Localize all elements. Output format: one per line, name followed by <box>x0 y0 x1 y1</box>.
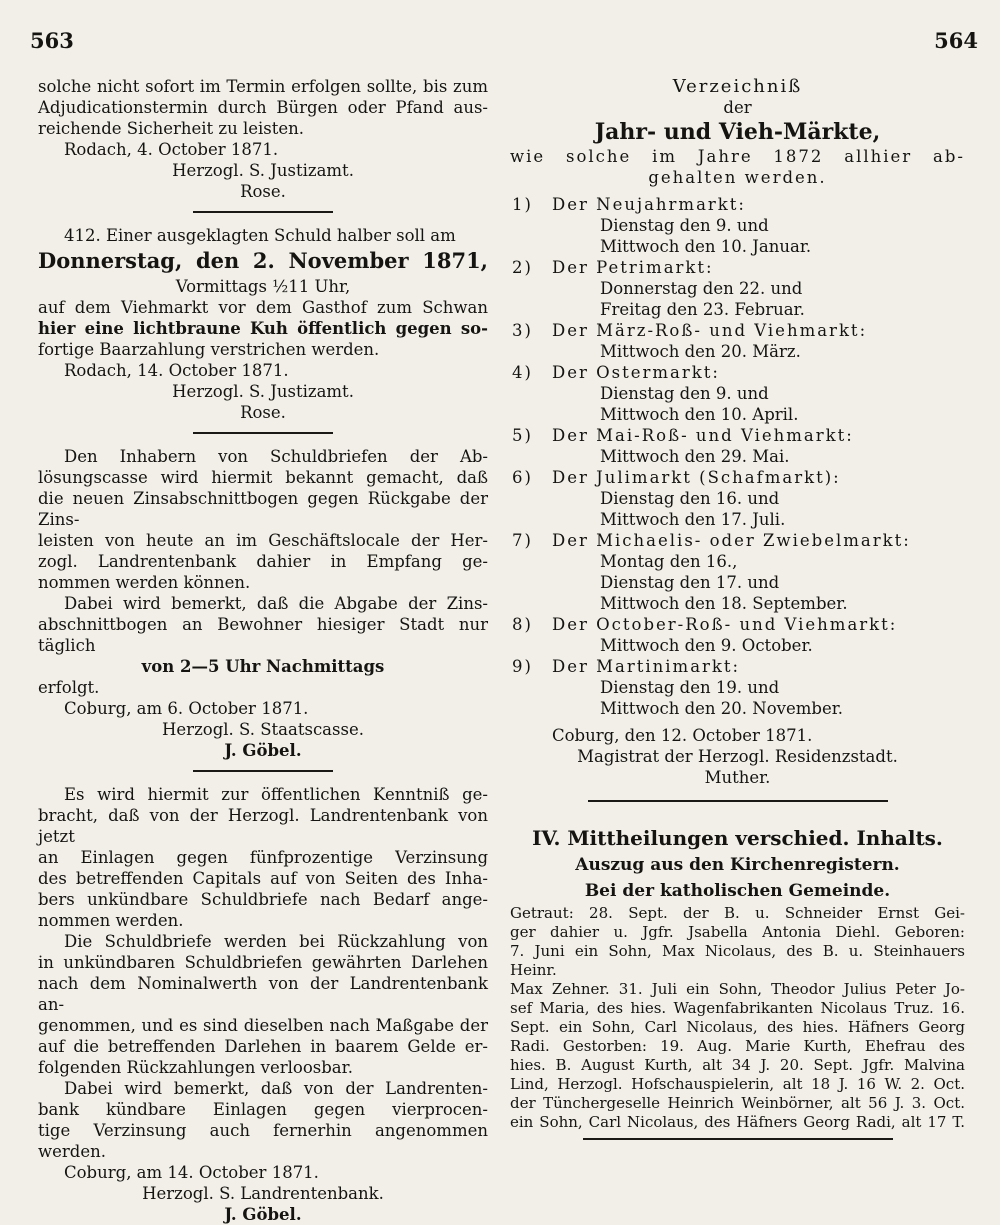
register-line: 7. Juni ein Sohn, Max Nicolaus, des B. u. Steinhauers Heinr. <box>510 942 965 979</box>
heading-line: wie solche im Jahre 1872 allhier ab- <box>510 147 965 166</box>
signature: J. Göbel. <box>224 1205 302 1224</box>
register-line: ger dahier u. Jgfr. Jsabella Antonia Diehl. Geboren: <box>510 923 965 941</box>
office-name: Herzogl. S. Justizamt. <box>172 382 354 401</box>
text-line: Dabei wird bemerkt, daß von der Landrenten- <box>64 1079 488 1098</box>
place-date: Rodach, 14. October 1871. <box>64 361 289 380</box>
office-name: Herzogl. S. Justizamt. <box>172 161 354 180</box>
left-column <box>38 76 488 1225</box>
text-line: Adjudicationstermin durch Bürgen oder Pfand aus- <box>38 98 488 117</box>
market-date: Mittwoch den 20. März. <box>600 342 801 361</box>
market-number: 3) <box>512 321 533 340</box>
notice-intro: 412. Einer ausgeklagten Schuld halber soll am <box>64 226 456 245</box>
market-date: Dienstag den 19. und <box>600 678 780 697</box>
text-line: des betreffenden Capitals auf von Seiten des Inha- <box>38 869 488 888</box>
text-line: Es wird hiermit zur öffentlichen Kenntniß ge- <box>64 785 488 804</box>
auction-date-heading: Donnerstag, den 2. November 1871, <box>38 248 488 273</box>
place-date: Coburg, am 6. October 1871. <box>64 699 309 718</box>
text-line: bank kündbare Einlagen gegen vierprocen- <box>38 1100 488 1119</box>
page-number-right: 564 <box>934 28 978 53</box>
market-date: Mittwoch den 10. Januar. <box>600 237 812 256</box>
page-number-left: 563 <box>30 28 74 53</box>
market-entry-title <box>510 425 965 446</box>
register-line: Radi. Gestorben: 19. Aug. Marie Kurth, Ehefrau des <box>510 1037 965 1055</box>
divider <box>193 770 333 772</box>
market-number: 6) <box>512 468 533 487</box>
divider <box>193 211 333 213</box>
text-line: folgenden Rückzahlungen verloosbar. <box>38 1058 353 1077</box>
text-line: zogl. Landrentenbank dahier in Empfang ge- <box>38 552 488 571</box>
market-date: Donnerstag den 22. und <box>600 279 803 298</box>
signature: Rose. <box>240 182 286 201</box>
market-number: 2) <box>512 258 533 277</box>
text-line: auf dem Viehmarkt vor dem Gasthof zum Schwan <box>38 298 488 317</box>
market-date: Mittwoch den 20. November. <box>600 699 844 718</box>
office-name: Magistrat der Herzogl. Residenzstadt. <box>577 747 898 766</box>
market-entry-title <box>510 614 965 635</box>
text-line: abschnittbogen an Bewohner hiesiger Stadt nur täglich <box>38 615 488 655</box>
text-line: werden. <box>38 1142 106 1161</box>
market-date: Mittwoch den 10. April. <box>600 405 799 424</box>
divider <box>583 1138 893 1140</box>
register-line: Sept. ein Sohn, Carl Nicolaus, des hies. Häfners Georg <box>510 1018 965 1036</box>
market-list-heading <box>510 76 965 188</box>
market-list <box>510 194 965 719</box>
market-number: 9) <box>512 657 533 676</box>
heading-main: Jahr- und Vieh-Märkte, <box>594 119 881 145</box>
text-line: bers unkündbare Schuldbriefe nach Bedarf ange- <box>38 890 488 909</box>
market-entry-title <box>510 530 965 551</box>
signature: Muther. <box>704 768 771 787</box>
market-date: Dienstag den 17. und <box>600 573 780 592</box>
text-line: die neuen Zinsabschnittbogen gegen Rückgabe der Zins- <box>38 489 488 529</box>
market-date: Mittwoch den 18. September. <box>600 594 848 613</box>
market-number: 1) <box>512 195 533 214</box>
market-name: Der October-Roß- und Viehmarkt: <box>552 615 898 634</box>
church-register-entries <box>510 904 965 1132</box>
market-date: Dienstag den 16. und <box>600 489 780 508</box>
market-date: Mittwoch den 29. Mai. <box>600 447 790 466</box>
signature: J. Göbel. <box>224 741 302 760</box>
heading-connector: der <box>723 98 752 117</box>
text-line: Den Inhabern von Schuldbriefen der Ab- <box>64 447 488 466</box>
parish-heading: Bei der katholischen Gemeinde. <box>584 881 891 901</box>
signature: Rose. <box>240 403 286 422</box>
market-entry-title <box>510 257 965 278</box>
register-line: Max Zehner. 31. Juli ein Sohn, Theodor Julius Peter Jo- <box>510 980 965 998</box>
market-name: Der Petrimarkt: <box>552 258 714 277</box>
register-line: hies. B. August Kurth, alt 34 J. 20. Sept. Jgfr. Malvina <box>510 1056 965 1074</box>
market-date: Montag den 16., <box>600 552 738 571</box>
market-entry-title <box>510 656 965 677</box>
text-line: leisten von heute an im Geschäftslocale der Her- <box>38 531 488 550</box>
market-number: 4) <box>512 363 533 382</box>
market-number: 8) <box>512 615 533 634</box>
market-date: Freitag den 23. Februar. <box>600 300 805 319</box>
notice-interest-coupons <box>38 446 488 761</box>
divider <box>193 432 333 434</box>
section-subtitle: Auszug aus den Kirchenregistern. <box>575 855 900 875</box>
market-number: 5) <box>512 426 533 445</box>
heading-line: gehalten werden. <box>648 168 827 187</box>
auction-time: Vormittags ½11 Uhr, <box>175 277 351 296</box>
market-name: Der März-Roß- und Viehmarkt: <box>552 321 868 340</box>
heading-title: Verzeichniß <box>672 76 803 97</box>
text-line: nach dem Nominalwerth von der Landrentenbank an- <box>38 974 488 1014</box>
market-name: Der Martinimarkt: <box>552 657 741 676</box>
text-line: solche nicht sofort im Termin erfolgen sollte, bis zum <box>38 77 488 96</box>
notice-auction-continuation <box>38 76 488 202</box>
place-date: Coburg, den 12. October 1871. <box>552 726 813 745</box>
text-line: nommen werden können. <box>38 573 251 592</box>
text-line: an Einlagen gegen fünfprozentige Verzinsung <box>38 848 488 867</box>
market-name: Der Michaelis- oder Zwiebelmarkt: <box>552 531 911 550</box>
divider <box>588 800 888 802</box>
market-name: Der Ostermarkt: <box>552 363 720 382</box>
text-line: Die Schuldbriefe werden bei Rückzahlung von <box>64 932 488 951</box>
place-date: Coburg, am 14. October 1871. <box>64 1163 319 1182</box>
market-entry-title <box>510 467 965 488</box>
text-line: Dabei wird bemerkt, daß die Abgabe der Zins- <box>64 594 488 613</box>
text-line: genommen, und es sind dieselben nach Maßgabe der <box>38 1016 488 1035</box>
market-date: Mittwoch den 9. October. <box>600 636 813 655</box>
text-line: hier eine lichtbraune Kuh öffentlich gegen so- <box>38 319 488 338</box>
market-date: Mittwoch den 17. Juli. <box>600 510 786 529</box>
register-line: sef Maria, des hies. Wagenfabrikanten Nicolaus Truz. 16. <box>510 999 965 1017</box>
text-line: nommen werden. <box>38 911 184 930</box>
text-line: fortige Baarzahlung verstrichen werden. <box>38 340 380 359</box>
market-date: Dienstag den 9. und <box>600 384 769 403</box>
text-line: reichende Sicherheit zu leisten. <box>38 119 305 138</box>
section-title: IV. Mittheilungen verschied. Inhalts. <box>532 826 943 850</box>
register-line: Getraut: 28. Sept. der B. u. Schneider Ernst Gei- <box>510 904 965 922</box>
text-line: in unkündbaren Schuldbriefen gewährten Darlehen <box>38 953 488 972</box>
text-line: tige Verzinsung auch fernerhin angenommen <box>38 1121 488 1140</box>
register-line: der Tünchergeselle Heinrich Weinbörner, alt 56 J. 3. Oct. <box>510 1094 965 1112</box>
right-column <box>510 76 965 1152</box>
text-line: auf die betreffenden Darlehen in baarem Gelde er- <box>38 1037 488 1056</box>
text-line: lösungscasse wird hiermit bekannt gemacht, daß <box>38 468 488 487</box>
market-name: Der Julimarkt (Schafmarkt): <box>552 468 841 487</box>
text-line: erfolgt. <box>38 678 100 697</box>
office-name: Herzogl. S. Staatscasse. <box>162 720 364 739</box>
market-entry-title <box>510 362 965 383</box>
market-number: 7) <box>512 531 533 550</box>
office-hours: von 2—5 Uhr Nachmittags <box>141 657 385 676</box>
market-name: Der Neujahrmarkt: <box>552 195 746 214</box>
market-date: Dienstag den 9. und <box>600 216 769 235</box>
market-entry-title <box>510 194 965 215</box>
notice-cow-auction <box>38 225 488 423</box>
register-line: ein Sohn, Carl Nicolaus, des Häfners Georg Radi, alt 17 T. <box>510 1113 965 1131</box>
market-entry-title <box>510 320 965 341</box>
office-name: Herzogl. S. Landrentenbank. <box>142 1184 384 1203</box>
register-line: Lind, Herzogl. Hofschauspielerin, alt 18 J. 16 W. 2. Oct. <box>510 1075 965 1093</box>
market-name: Der Mai-Roß- und Viehmarkt: <box>552 426 854 445</box>
place-date: Rodach, 4. October 1871. <box>64 140 279 159</box>
text-line: bracht, daß von der Herzogl. Landrentenbank von jetzt <box>38 806 488 846</box>
notice-landrentenbank-deposits <box>38 784 488 1225</box>
